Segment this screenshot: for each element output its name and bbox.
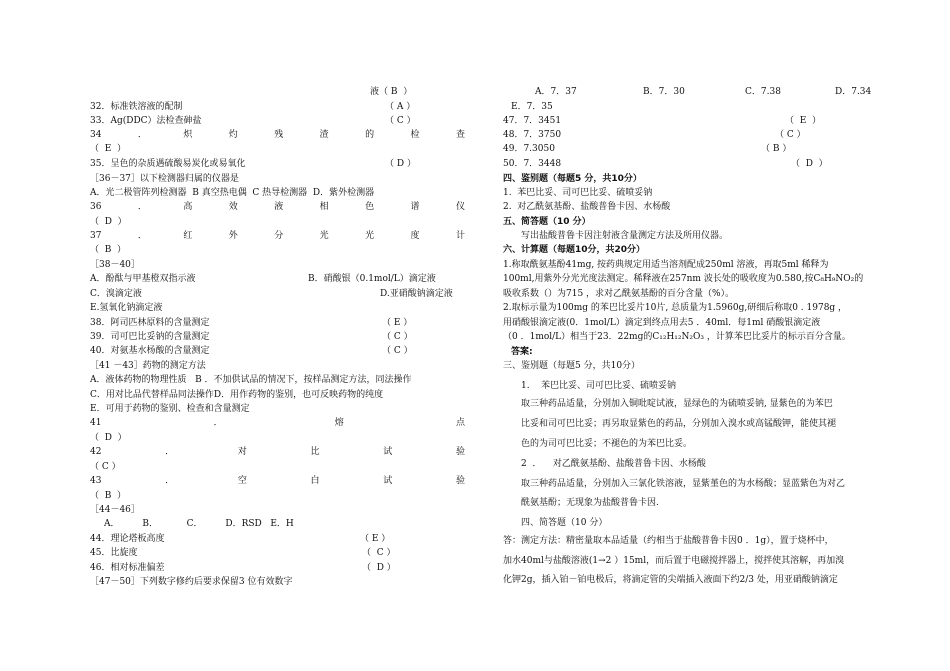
answer-4-line-3: 化钾2g，插入铂－铂电极后，将滴定管的尖端插入液面下约2/3 处，用亚硝酸钠滴定 xyxy=(503,575,838,585)
q32: 32．标准铁溶液的配制 xyxy=(90,102,183,112)
group-36-37-options: A．光二极管阵列检测器 B 真空热电偶 C 热导检测器 D．紫外检测器 xyxy=(90,188,375,198)
q37-answer: （ B ） xyxy=(90,245,127,255)
q47-50-options-2: E．7．35 xyxy=(511,102,553,112)
answer-1-heading: 1. 苯巴比妥、司可巴比妥、硫喷妥钠 xyxy=(521,381,677,391)
q35: 35．呈色的杂质遇硫酸易炭化或易氧化 xyxy=(90,159,246,169)
answer-4-line-1: 答：测定方法：精密量取本品适量（约相当于盐酸普鲁卡因0 ．1g），置于烧杯中， xyxy=(503,536,834,546)
q43: 43 ． 空 白 试 验 xyxy=(90,476,465,486)
q44-answer: （ E ） xyxy=(360,534,391,544)
q40-answer: （ C ） xyxy=(382,346,413,356)
q44: 44．理论塔板高度 xyxy=(90,534,165,544)
section-4-heading: 四、鉴别题（每题5 分，共10分） xyxy=(503,174,642,184)
q34-answer: （ E ） xyxy=(90,144,127,154)
answer-1-line-2: 比妥和司可巴比妥；再另取显紫色的药品，分别加入溴水或高锰酸钾，能使其褪 xyxy=(521,419,837,429)
q34: 34 ． 炽 灼 残 渣 的 检 查 xyxy=(90,130,465,140)
q32-answer: （ A ） xyxy=(385,102,416,112)
q42: 42 ． 对 比 试 验 xyxy=(90,447,465,457)
q36-answer: （ D ） xyxy=(90,217,127,227)
option-41-e: E．可用于药物的鉴别、检查和含量测定 xyxy=(90,404,250,414)
option-38-c: C．溴滴定液 xyxy=(90,289,142,299)
q49-answer: （ B ） xyxy=(761,144,792,154)
answers-section-4-heading: 四、简答题（10 分） xyxy=(521,518,608,528)
group-38-40: ［38－40］ xyxy=(90,260,140,270)
q45: 45．比旋度 xyxy=(90,548,138,558)
calc-2-line-1: 2.取标示量为100mg 的苯巴比妥片10片, 总质量为1.5960g,研细后称取0 . 1978g ， xyxy=(503,303,848,313)
answer-1-line-3: 色的为司可巴比妥；不褪色的为苯巴比妥。 xyxy=(521,439,693,449)
answers-heading: 答案: xyxy=(511,347,533,357)
calc-2-line-3: （0 ．1mol/L）相当于23．22mg的C₁₂H₁₂N₂O₃ ，计算苯巴比妥片的标示百分含量。 xyxy=(503,332,851,342)
option-38-b: B．硝酸银（0.1mol/L）滴定液 xyxy=(308,274,436,284)
q50-answer: （ D ） xyxy=(791,159,828,169)
section-6-heading: 六、计算题（每题10分，共20分） xyxy=(503,245,646,255)
calc-2-line-2: 用硝酸银滴定液(0．1mol/L）滴定到终点用去5 ．40ml．每1ml 硝酸银滴定液 xyxy=(503,318,821,328)
answer-4-line-2: 加水40ml与盐酸溶液(1→2 ）15ml，而后置于电磁搅拌器上，搅拌使其溶解，再加溴 xyxy=(503,556,845,566)
q31-answer: 液（ B ） xyxy=(370,87,413,97)
answer-2-heading: 2 ． 对乙酰氨基酚、盐酸普鲁卡因、水杨酸 xyxy=(521,459,706,469)
q35-answer: （ D ） xyxy=(385,159,416,169)
q45-answer: （ C ） xyxy=(362,548,396,558)
q38: 38．阿司匹林原料的含量测定 xyxy=(90,318,210,328)
q47-50-options-1d: D．7.34 xyxy=(835,87,872,97)
section-4-q2: 2. 对乙酰氨基酚、盐酸普鲁卡因、水杨酸 xyxy=(503,202,671,212)
q47-50-options-1a: A．7．37 xyxy=(535,87,577,97)
q43-answer: （ B ） xyxy=(90,491,127,501)
answer-2-line-1: 取三种药品适量，分别加入三氯化铁溶液，显紫堇色的为水杨酸；显蓝紫色为对乙 xyxy=(521,479,846,489)
answer-2-line-2: 酰氨基酚；无现象为盐酸普鲁卡因. xyxy=(521,498,659,508)
group-36-37: ［36－37］以下检测器归属的仪器是 xyxy=(90,174,239,184)
section-5-question: 写出盐酸普鲁卡因注射液含量测定方法及所用仪器。 xyxy=(521,231,729,241)
q48: 48．7．3750 xyxy=(503,130,562,140)
calc-1-line-2: 100ml,用紫外分光光度法测定。稀释液在257nm 波长处的吸收度为0.580,按C₈H₉NO₂的 xyxy=(503,274,864,284)
option-44: A． B． C． D．RSD E．H xyxy=(104,519,294,529)
q47-50-options-1b: B．7．30 xyxy=(643,87,685,97)
q39: 39．司可巴比妥钠的含量测定 xyxy=(90,332,210,342)
option-38-e: E.氢氧化钠滴定液 xyxy=(90,303,163,313)
q46: 46．相对标准偏差 xyxy=(90,563,165,573)
section-5-heading: 五、简答题（10 分） xyxy=(503,217,591,227)
q41-answer: （ D ） xyxy=(90,433,127,443)
q49: 49．7.3050 xyxy=(503,144,555,154)
group-47-50: ［47－50］下列数字修约后要求保留3 位有效数字 xyxy=(90,577,293,587)
q47: 47．7．3451 xyxy=(503,116,562,126)
option-38-d: D.亚硝酸钠滴定液 xyxy=(380,289,453,299)
q47-50-options-1c: C．7.38 xyxy=(745,87,781,97)
answers-section-3-heading: 三、鉴别题（每题5 分，共10分） xyxy=(503,361,641,371)
q33: 33．Ag(DDC）法检查砷盐 xyxy=(90,116,202,126)
calc-1-line-3: 吸收系数（）为715 ，求对乙酰氨基酚的百分含量（%）。 xyxy=(503,289,735,299)
q48-answer: （ C ） xyxy=(775,130,806,140)
option-38-a: A．酚酞与甲基橙双指示液 xyxy=(90,274,196,284)
q36: 36 ． 高 效 液 相 色 谱 仪 xyxy=(90,202,465,212)
section-4-q1: 1. 苯巴比妥、司可巴比妥、硫喷妥钠 xyxy=(503,188,653,198)
q42-answer: （ C ） xyxy=(90,462,121,472)
option-41-a: A．液体药物的物理性质 B ．不加供试品的情况下，按样品测定方法，同法操作 xyxy=(90,375,412,385)
q46-answer: （ D ） xyxy=(362,563,396,573)
answer-1-line-1: 取三种药品适量，分别加入铜吡啶试液，显绿色的为硫喷妥钠, 显紫色的为苯巴 xyxy=(521,399,833,409)
group-41-43: ［41 －43］药物的测定方法 xyxy=(90,361,206,371)
q38-answer: （ E ） xyxy=(382,318,413,328)
q40: 40．对氨基水杨酸的含量测定 xyxy=(90,346,210,356)
group-44-46: ［44－46］ xyxy=(90,505,140,515)
q41: 41 ． 熔 点 xyxy=(90,418,465,428)
q37: 37 ． 红 外 分 光 光 度 计 xyxy=(90,231,465,241)
option-41-c: C．用对比品代替样品同法操作D．用作药物的鉴别，也可反映药物的纯度 xyxy=(90,390,384,400)
q33-answer: （ C ） xyxy=(385,116,416,126)
q39-answer: （ C ） xyxy=(382,332,413,342)
q47-answer: （ E ） xyxy=(785,116,822,126)
calc-1-line-1: 1.称取酰氨基酚41mg, 按药典规定用适当溶剂配成250ml 溶液，再取5ml 稀释为 xyxy=(503,260,829,270)
q50: 50．7．3448 xyxy=(503,159,562,169)
